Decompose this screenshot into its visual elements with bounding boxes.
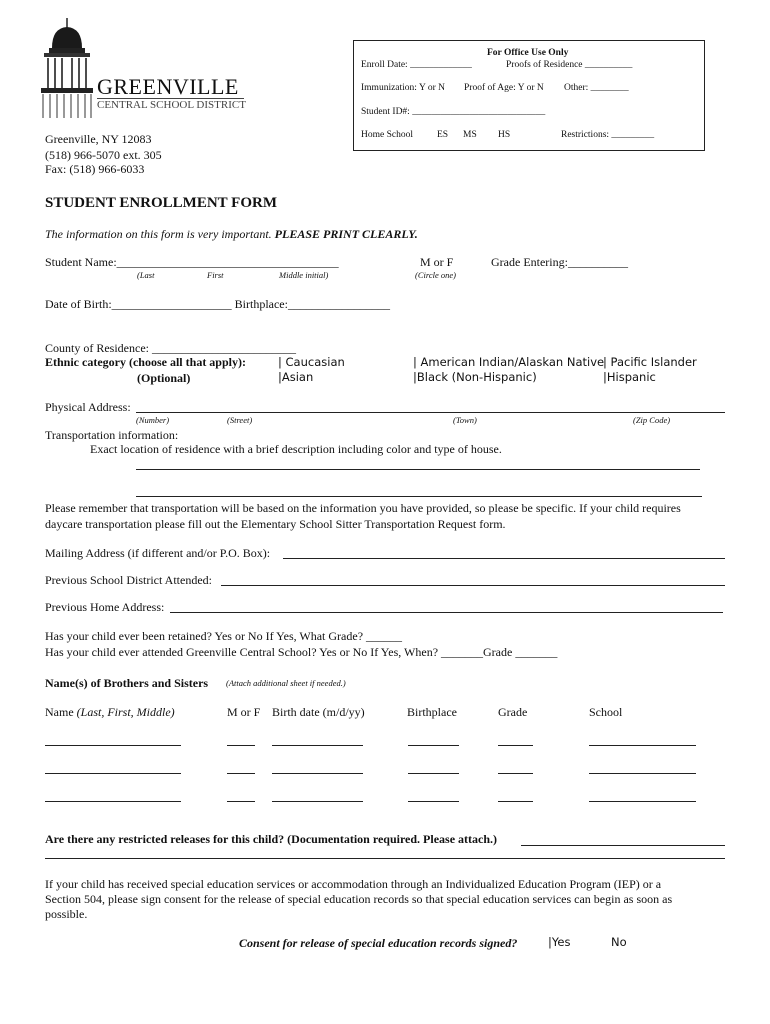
caucasian-label: Caucasian (285, 355, 345, 369)
iep-text-1: If your child has received special education services or accommodation through an Individualized Education Program (IEP) or a (45, 877, 662, 891)
office-proof-age: Proof of Age: Y or N (464, 83, 544, 93)
asian-label: Asian (281, 370, 314, 384)
pacific-label: Pacific Islander (610, 355, 697, 369)
ethnic-optional: (Optional) (137, 371, 191, 385)
col-name-label: Name (45, 705, 77, 719)
iep-text-3: possible. (45, 907, 88, 921)
consent-yes-option[interactable] (548, 935, 570, 949)
sibling-place-line[interactable] (408, 773, 459, 774)
sibling-school-line[interactable] (589, 745, 696, 746)
ethnic-hispanic-option[interactable] (603, 370, 656, 384)
sibling-birth-line[interactable] (272, 773, 363, 774)
office-ms: MS (463, 130, 477, 140)
transport-note-1: Please remember that transportation will be based on the information you have provided, so please be specific. If your child requires (45, 501, 681, 515)
intro-text (45, 227, 418, 242)
ethnic-asian-option[interactable] (278, 370, 313, 384)
circle-one-label: (Circle one) (415, 270, 456, 280)
ethnic-am-indian-option[interactable] (413, 355, 604, 369)
transport-note-2: daycare transportation please fill out the Elementary School Sitter Transportation Request form. (45, 517, 506, 531)
office-hs: HS (498, 130, 511, 140)
sibling-birth-line[interactable] (272, 745, 363, 746)
address-number-label: (Number) (136, 415, 170, 425)
physical-address-line[interactable] (136, 412, 725, 413)
student-middle-label: Middle initial) (279, 270, 329, 280)
ethnic-pacific-option[interactable] (603, 355, 697, 369)
sibling-name-line[interactable] (45, 745, 181, 746)
iep-text-2: Section 504, please sign consent for the release of special education records so that special education services can begin as soon as (45, 892, 673, 906)
checkbox-bar-icon: | (603, 355, 611, 369)
col-name-header (45, 705, 175, 720)
black-label: Black (Non-Hispanic) (416, 370, 537, 384)
sibling-mf-line[interactable] (227, 773, 255, 774)
transport-exact-location: Exact location of residence with a brief description including color and type of house. (90, 442, 502, 456)
sibling-mf-line[interactable] (227, 745, 255, 746)
form-title: STUDENT ENROLLMENT FORM (45, 195, 277, 211)
office-student-id: Student ID#: ____________________________ (361, 107, 546, 117)
contact-phone: (518) 966-5070 ext. 305 (45, 148, 162, 162)
student-sex-field[interactable]: M or F (420, 255, 454, 269)
checkbox-bar-icon: | (603, 370, 607, 384)
intro-text-a: The information on this form is very important. (45, 227, 275, 241)
checkbox-bar-icon: | (413, 355, 421, 369)
sibling-mf-line[interactable] (227, 801, 255, 802)
transport-line-2[interactable] (136, 496, 702, 497)
ethnic-label: Ethnic category (choose all that apply): (45, 355, 246, 369)
sibling-name-line[interactable] (45, 801, 181, 802)
col-name-format: (Last, First, Middle) (76, 705, 175, 719)
student-name-field[interactable]: Student Name:_____________________________________ (45, 255, 339, 269)
address-town-label: (Town) (453, 415, 477, 425)
office-enroll-date: Enroll Date: _____________ (361, 60, 472, 70)
ethnic-caucasian-option[interactable] (278, 355, 345, 369)
district-subtitle: CENTRAL SCHOOL DISTRICT (97, 99, 246, 111)
checkbox-bar-icon: | (548, 935, 552, 949)
mailing-address-line[interactable] (283, 558, 725, 559)
transport-label: Transportation information: (45, 428, 179, 442)
office-proofs-residence: Proofs of Residence __________ (506, 60, 633, 70)
attended-question[interactable]: Has your child ever attended Greenville Central School? Yes or No If Yes, When? _______Grade _______ (45, 645, 558, 659)
col-mf-header: M or F (227, 705, 261, 719)
consent-question: Consent for release of special education records signed? (239, 936, 518, 950)
sibling-place-line[interactable] (408, 745, 459, 746)
col-place-header: Birthplace (407, 705, 457, 719)
address-street-label: (Street) (227, 415, 253, 425)
siblings-attach-note: (Attach additional sheet if needed.) (226, 678, 346, 688)
consent-yes-label: Yes (551, 935, 571, 949)
prev-district-label: Previous School District Attended: (45, 573, 212, 587)
office-home-school: Home School (361, 130, 413, 140)
sibling-grade-line[interactable] (498, 773, 533, 774)
grade-entering-field[interactable]: Grade Entering:__________ (491, 255, 628, 269)
restricted-releases-line[interactable] (521, 845, 725, 846)
intro-text-b: PLEASE PRINT CLEARLY. (274, 227, 418, 241)
am-indian-label: American Indian/Alaskan Native (420, 355, 605, 369)
county-field[interactable]: County of Residence: ________________________ (45, 341, 296, 355)
contact-city: Greenville, NY 12083 (45, 132, 152, 146)
contact-fax: Fax: (518) 966-6033 (45, 162, 145, 176)
address-zip-label: (Zip Code) (633, 415, 671, 425)
sibling-school-line[interactable] (589, 801, 696, 802)
checkbox-bar-icon: | (413, 370, 417, 384)
office-immunization: Immunization: Y or N (361, 83, 445, 93)
prev-address-label: Previous Home Address: (45, 600, 165, 614)
prev-district-line[interactable] (221, 585, 725, 586)
sibling-birth-line[interactable] (272, 801, 363, 802)
checkbox-bar-icon: | (278, 355, 286, 369)
student-first-label: First (207, 270, 224, 280)
ethnic-black-option[interactable] (413, 370, 537, 384)
student-last-label: (Last (137, 270, 155, 280)
sibling-name-line[interactable] (45, 773, 181, 774)
transport-line-1[interactable] (136, 469, 700, 470)
district-name: GREENVILLE (97, 74, 239, 99)
school-dome-logo-icon (38, 18, 96, 120)
office-restrictions: Restrictions: _________ (561, 130, 655, 140)
siblings-heading: Name(s) of Brothers and Sisters (45, 676, 209, 690)
sibling-school-line[interactable] (589, 773, 696, 774)
restricted-releases-line-2[interactable] (45, 858, 725, 859)
physical-address-label: Physical Address: (45, 400, 131, 414)
col-grade-header: Grade (498, 705, 528, 719)
prev-address-line[interactable] (170, 612, 723, 613)
consent-no-option[interactable]: No (611, 935, 627, 949)
checkbox-bar-icon: | (278, 370, 282, 384)
sibling-place-line[interactable] (408, 801, 459, 802)
office-title: For Office Use Only (487, 48, 569, 58)
hispanic-label: Hispanic (606, 370, 656, 384)
sibling-grade-line[interactable] (498, 801, 533, 802)
office-es: ES (437, 130, 449, 140)
office-other: Other: ________ (564, 83, 629, 93)
sibling-grade-line[interactable] (498, 745, 533, 746)
dob-birthplace-field[interactable]: Date of Birth:____________________ Birthplace:_________________ (45, 297, 390, 311)
mailing-address-label: Mailing Address (if different and/or P.O. Box): (45, 546, 271, 560)
col-school-header: School (589, 705, 623, 719)
retained-question[interactable]: Has your child ever been retained? Yes or No If Yes, What Grade? ______ (45, 629, 403, 643)
restricted-releases-label: Are there any restricted releases for this child? (Documentation required. Please attach.) (45, 832, 498, 846)
col-birth-header: Birth date (m/d/yy) (272, 705, 365, 719)
